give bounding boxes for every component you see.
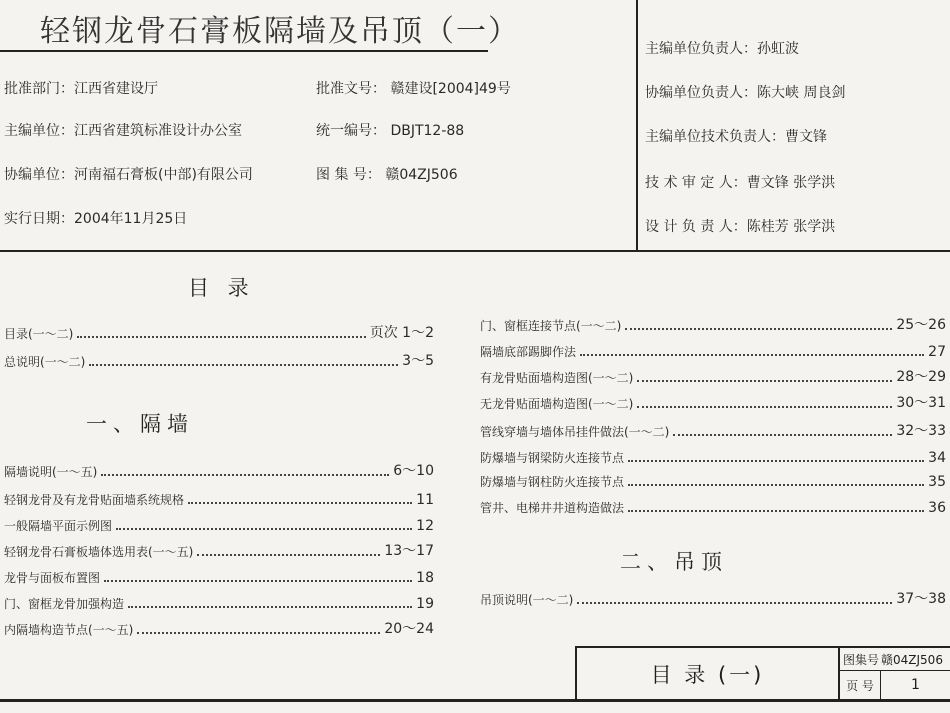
- leader-dots: [101, 474, 389, 476]
- toc-entry-label: 无龙骨贴面墙构造图(一～二): [480, 397, 634, 411]
- unified-number: 统一编号： DBJT12-88: [316, 123, 465, 139]
- toc-entry-label: 轻钢龙骨及有龙骨贴面墙系统规格: [4, 493, 185, 507]
- toc-entry[interactable]: [4, 518, 434, 534]
- leader-dots: [128, 606, 412, 608]
- leader-dots: [116, 528, 412, 530]
- leader-dots: [580, 354, 924, 356]
- leader-dots: [673, 434, 892, 436]
- leader-dots: [625, 328, 892, 330]
- leader-dots: [628, 460, 924, 462]
- titleblock-name: 目 录 (一): [650, 662, 765, 687]
- leader-dots: [637, 406, 892, 408]
- page-label: 页 号: [846, 678, 874, 693]
- leader-dots: [77, 336, 365, 338]
- toc-entry[interactable]: [480, 424, 946, 440]
- toc-entry[interactable]: [480, 500, 946, 516]
- editor-unit: 主编单位：江西省建筑标准设计办公室: [4, 123, 242, 139]
- toc-entry[interactable]: [4, 492, 434, 508]
- approval-number: 批准文号： 赣建设[2004]49号: [316, 81, 511, 97]
- toc-entry-page: 35: [928, 474, 946, 490]
- toc-entry-page: 19: [416, 596, 434, 612]
- responsible-editor: 主编单位负责人：孙虹波: [645, 41, 799, 57]
- toc-entry-page: 3～5: [402, 353, 434, 369]
- atlas-value: 赣04ZJ506: [881, 652, 943, 667]
- toc-entry-label: 门、窗框连接节点(一～二): [480, 319, 622, 333]
- toc-entry-label: 防爆墙与钢梁防火连接节点: [480, 451, 625, 465]
- toc-entry[interactable]: [480, 474, 946, 490]
- toc-entry[interactable]: [4, 570, 434, 586]
- toc-entry[interactable]: [4, 544, 434, 560]
- toc-entry-page: 28～29: [896, 369, 946, 385]
- toc-entry-label: 内隔墙构造节点(一～五): [4, 623, 134, 637]
- leader-dots: [628, 484, 924, 486]
- toc-entry-label: 管线穿墙与墙体吊挂件做法(一～二): [480, 425, 670, 439]
- document-title: 轻钢龙骨石膏板隔墙及吊顶（一）: [40, 14, 520, 49]
- toc-entry-label: 隔墙底部踢脚作法: [480, 345, 577, 359]
- design-lead: 设 计 负 责 人：陈桂芳 张学洪: [645, 219, 836, 235]
- page-number: 1: [911, 677, 920, 693]
- effective-date: 实行日期：2004年11月25日: [4, 211, 188, 227]
- toc-entry-page: 6～10: [393, 463, 434, 479]
- leader-dots: [577, 602, 892, 604]
- toc-entry[interactable]: [480, 450, 946, 466]
- toc-entry-label: 门、窗框龙骨加强构造: [4, 597, 125, 611]
- toc-entry-label: 有龙骨贴面墙构造图(一～二): [480, 371, 634, 385]
- toc-entry-label: 一般隔墙平面示例图: [4, 519, 113, 533]
- co-editor-unit: 协编单位：河南福石膏板(中部)有限公司: [4, 167, 253, 183]
- toc-entry-page: 20～24: [384, 621, 434, 637]
- leader-dots: [637, 380, 892, 382]
- toc-entry[interactable]: [480, 318, 946, 334]
- toc-entry[interactable]: [480, 370, 946, 386]
- toc-entry-page: 18: [416, 570, 434, 586]
- toc-entry-label: 隔墙说明(一～五): [4, 465, 98, 479]
- toc-entry[interactable]: [4, 464, 434, 480]
- approval-dept: 批准部门：江西省建设厅: [4, 81, 158, 97]
- toc-entry-page: 34: [928, 450, 946, 466]
- toc-entry-label: 轻钢龙骨石膏板墙体选用表(一～五): [4, 545, 194, 559]
- toc-entry-page: 25～26: [896, 317, 946, 333]
- toc-entry[interactable]: [480, 344, 946, 360]
- technical-reviewer: 技 术 审 定 人：曹文锋 张学洪: [645, 175, 836, 191]
- toc-entry[interactable]: [4, 622, 434, 638]
- page-bottom-border: [0, 699, 950, 702]
- toc-entry[interactable]: [4, 354, 434, 370]
- toc-entry-page: 11: [416, 492, 434, 508]
- toc-entry-page: 37～38: [896, 591, 946, 607]
- responsible-co-editor: 协编单位负责人：陈大峡 周良剑: [645, 85, 846, 101]
- atlas-label: 图集号: [843, 652, 880, 667]
- section-ceiling-heading: 二、吊顶: [620, 550, 728, 574]
- toc-entry-label: 管井、电梯井井道构造做法: [480, 501, 625, 515]
- toc-entry-page: 页次 1～2: [369, 325, 434, 341]
- atlas-number: 图 集 号： 赣04ZJ506: [316, 167, 458, 183]
- leader-dots: [137, 632, 380, 634]
- leader-dots: [188, 502, 412, 504]
- toc-heading: 目 录: [188, 276, 255, 300]
- toc-entry-page: 27: [928, 344, 946, 360]
- toc-entry[interactable]: [480, 396, 946, 412]
- toc-entry-page: 12: [416, 518, 434, 534]
- toc-entry-label: 目录(一～二): [4, 327, 74, 341]
- leader-dots: [197, 554, 380, 556]
- toc-entry-label: 总说明(一～二): [4, 355, 86, 369]
- toc-entry[interactable]: [4, 326, 434, 342]
- toc-entry-page: 36: [928, 500, 946, 516]
- leader-dots: [628, 510, 924, 512]
- toc-entry-page: 30～31: [896, 395, 946, 411]
- toc-entry[interactable]: [4, 596, 434, 612]
- toc-entry[interactable]: [480, 592, 946, 608]
- toc-entry-page: 13～17: [384, 543, 434, 559]
- header-bottom-rule: [0, 250, 950, 252]
- section-partition-heading: 一、隔墙: [86, 412, 194, 436]
- titleblock-atlas: [840, 648, 950, 670]
- toc-entry-page: 32～33: [896, 423, 946, 439]
- leader-dots: [89, 364, 398, 366]
- technical-lead: 主编单位技术负责人：曹文锋: [645, 129, 827, 145]
- toc-entry-label: 防爆墙与钢柱防火连接节点: [480, 475, 625, 489]
- leader-dots: [104, 580, 412, 582]
- toc-entry-label: 龙骨与面板布置图: [4, 571, 101, 585]
- title-underline: [0, 50, 488, 52]
- toc-entry-label: 吊顶说明(一～二): [480, 593, 574, 607]
- header-divider: [636, 0, 638, 250]
